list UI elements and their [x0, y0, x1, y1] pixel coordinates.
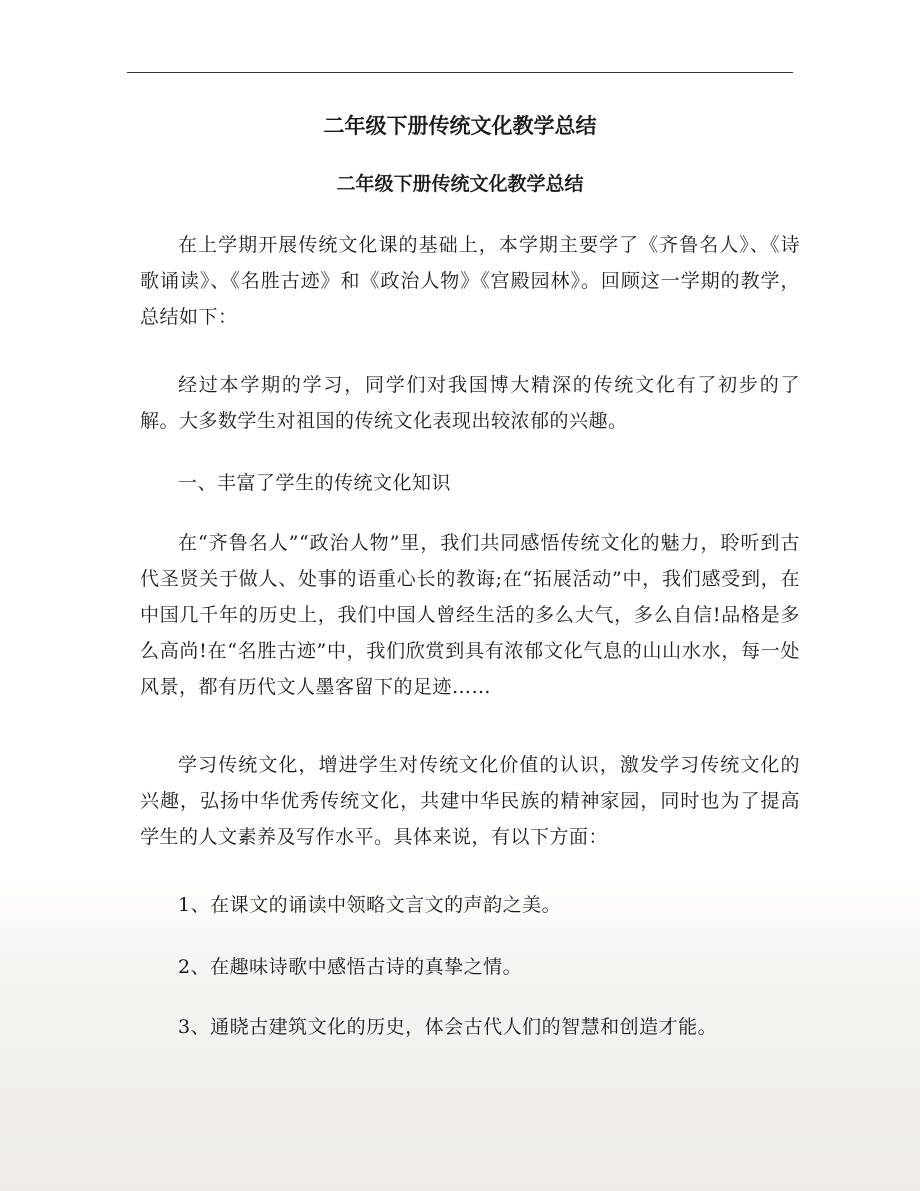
document-title: 二年级下册传统文化教学总结 — [323, 114, 597, 138]
paragraph-intro: 在上学期开展传统文化课的基础上，本学期主要学了《齐鲁名人》、《诗歌诵读》、《名胜古迹》和《政治人物》《宫殿园林》。回顾这一学期的教学，总结如下： — [140, 234, 800, 328]
header-rule — [127, 72, 793, 73]
list-item-3: 3、通晓古建筑文化的历史，体会古代人们的智慧和创造才能。 — [178, 1016, 718, 1038]
list-item-2: 2、在趣味诗歌中感悟古诗的真挚之情。 — [178, 956, 523, 978]
paragraph-goals: 学习传统文化，增进学生对传统文化价值的认识，激发学习传统文化的兴趣，弘扬中华优秀传统文化，共建中华民族的精神家园，同时也为了提高学生的人文素养及写作水平。具体来说，有以下方面： — [140, 754, 800, 848]
list-item-1: 1、在课文的诵读中领略文言文的声韵之美。 — [178, 894, 562, 916]
paragraph-content: 在“齐鲁名人”“政治人物”里，我们共同感悟传统文化的魅力，聆听到古代圣贤关于做人、处事的语重心长的教诲;在“拓展活动”中，我们感受到，在中国几千年的历史上，我们中国人曾经生活的多么大气，多么自信!品格是多么高尚!在“名胜古迹”中，我们欣赏到具有浓郁文化气息的山山水水，每一处风景，都有历代文人墨客留下的足迹…… — [140, 532, 800, 698]
paragraph-overview: 经过本学期的学习，同学们对我国博大精深的传统文化有了初步的了解。大多数学生对祖国的传统文化表现出较浓郁的兴趣。 — [140, 374, 800, 432]
section-heading-1: 一、丰富了学生的传统文化知识 — [178, 472, 452, 494]
document-subtitle: 二年级下册传统文化教学总结 — [336, 173, 584, 195]
